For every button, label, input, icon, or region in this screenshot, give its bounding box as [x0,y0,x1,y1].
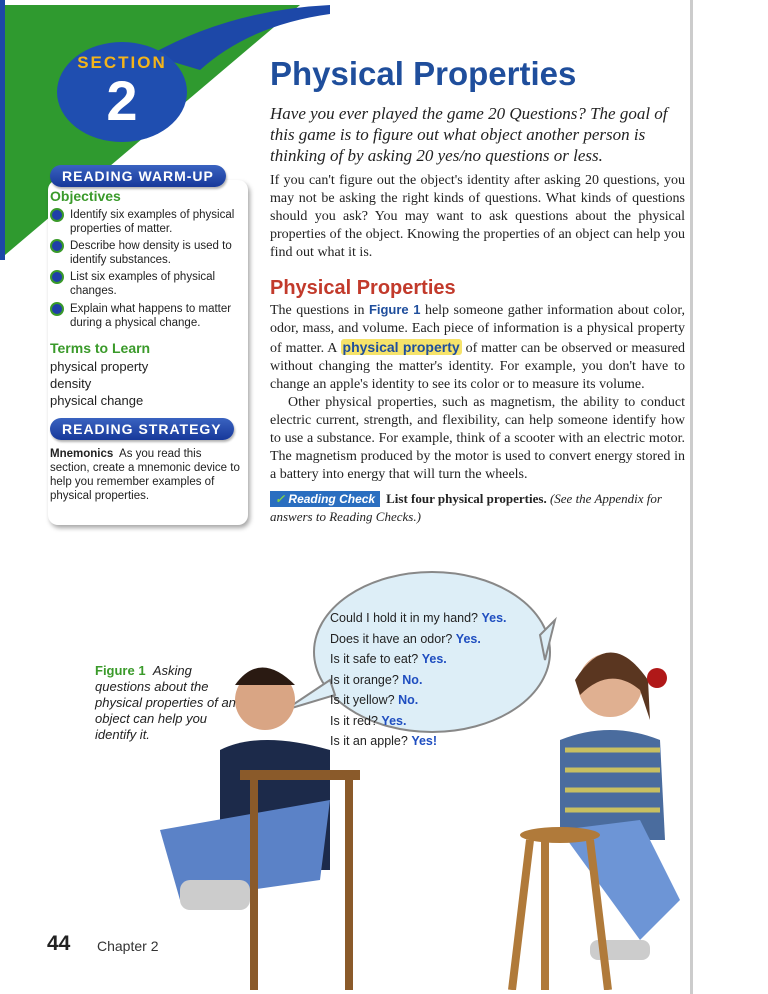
question: Is it orange? No. [330,672,423,687]
key-term[interactable]: physical property [342,339,460,355]
paragraph: If you can't figure out the object's identity after asking 20 questions, you may not be asking the right kinds of questions. What kinds of questions should you ask? You may want to ask questions about the physical properties of the object. Knowing the properties of an object can help you find out what it is. [270,173,685,260]
paragraph: Other physical properties, such as magnetism, the ability to conduct electric current, strength, and flexibility, can help someone identify how to use a substance. For example, think of a scooter with an electric motor. The magnetism produced by the motor is used to convert energy stored in a battery into energy that will turn the wheels. [270,395,685,482]
section-number: 2 [106,69,138,132]
girl-photo [512,653,680,991]
chapter-label: Chapter 2 [97,938,159,954]
bullet-icon [50,302,64,316]
page-edge [690,0,693,994]
objective-item: Explain what happens to matter during a physical change. [70,302,245,330]
bullet-icon [50,239,64,253]
page-title: Physical Properties [270,55,577,92]
checkmark-icon: ✓ [275,492,286,506]
paragraph: The questions in Figure 1 help someone gather information about color, odor, mass, and volume. Each piece of information is a physical property of matter. A physical property of matter can be observed or measured without changing the matter's identity. For example, you don't have to change an apple's identity to see its color or to measure its volume. [270,302,686,392]
reading-strategy-text: Mnemonics As you read this section, create a mnemonic device to help you remember examples of physical properties. [50,448,240,502]
question: Is it yellow? No. [330,693,419,707]
page-number: 44 [47,932,71,955]
reading-check-badge: ✓ Reading Check [270,491,380,507]
reading-warmup-label: READING WARM-UP [50,165,226,187]
term-item: physical change [50,393,144,408]
question: Is it safe to eat? Yes. [330,652,447,666]
speech-bubble-text [330,608,507,752]
reading-check: ✓ Reading Check List four physical properties. (See the Appendix for answers to Reading Checks.) [270,491,662,524]
bullet-icon [50,208,64,222]
question: Is it an apple? Yes! [330,734,438,748]
section-heading: Physical Properties [270,277,456,299]
term-item: physical property [50,359,149,374]
bullet-icon [50,270,64,284]
question: Is it red? Yes. [330,713,407,728]
objectives-heading: Objectives [50,188,121,204]
reading-strategy-label: READING STRATEGY [50,418,234,440]
question: Does it have an odor? Yes. [330,631,481,646]
objective-item: List six examples of physical changes. [70,270,245,298]
objective-item: Identify six examples of physical properties of matter. [70,208,245,236]
figure-caption: Figure 1 Asking questions about the physical properties of an object can help you identify it. [95,663,236,742]
objective-item: Describe how density is used to identify substances. [70,239,245,267]
question: Could I hold it in my hand? Yes. [330,611,507,625]
intro-text: Have you ever played the game 20 Questions? The goal of this game is to figure out what object another person is thinking of by asking 20 yes/no questions or less. [270,104,668,165]
term-item: density [50,376,92,391]
apple [647,668,667,688]
terms-heading: Terms to Learn [50,340,151,356]
section-label: SECTION [77,53,167,72]
main-column [270,55,685,526]
